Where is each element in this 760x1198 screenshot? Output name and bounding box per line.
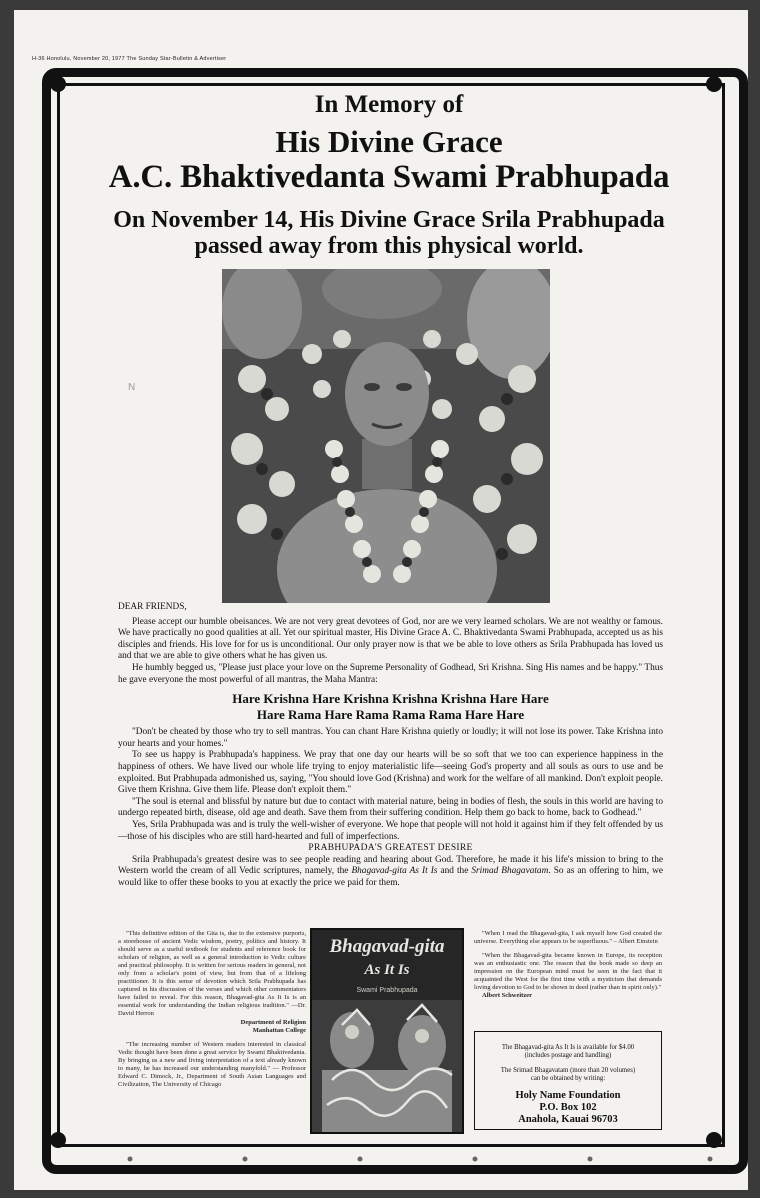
page-dateline: H-36 Honolulu, November 20, 1977 The Sunday Star-Bulletin & Advertiser <box>32 56 227 62</box>
registration-marks <box>20 1152 740 1166</box>
foundation-city: Anahola, Kauai 96703 <box>518 1113 618 1125</box>
headline-name: A.C. Bhaktivedanta Swami Prabhupada <box>108 159 670 195</box>
book-cover-illustration <box>312 930 462 1132</box>
maha-mantra-line1: Hare Krishna Hare Krishna Krishna Krishna Hare Hare <box>232 691 549 707</box>
headline-block <box>64 86 714 259</box>
book-cover-subtitle: As It Is <box>364 962 410 978</box>
review-quote-dimock: "The increasing number of Western readers interested in classical Vedic thought have been done a great service by Swami Bhaktivedanta. By bringing us a new and living interpretation of a text already known to many, he has increased our understanding manyfold." — Professor Edward C. Dimock, Jr., Department of South Asian Languages and Civilization, The University of Chicago <box>118 1041 306 1088</box>
section-subheading: PRABHUPADA'S GREATEST DESIRE <box>308 843 473 854</box>
review-quote-herron: "This definitive edition of the Gita is, due to the extensive purports, a storehouse of ancient Vedic wisdom, poetry, politics and history. It should serve as a useful textbook for students and reference book for scholars of religion, as well as a general introduction to Vedic culture and practical philosophy. It is written for serious readers in general, not only from a scholar's point of view, but from that of a lifelong practitioner. It is this sense of devotion which Srila Prabhupada has captured in his discussion of the verses and which other commentators have failed to reveal. For this reason, Bhagavad-gita As It Is is an essential work for understanding the Indian religious tradition." —Dr. David Herron <box>118 930 306 1017</box>
margin-mark: N <box>128 382 136 393</box>
review-attribution-college: Manhattan College <box>252 1027 306 1034</box>
maha-mantra-line2: Hare Rama Hare Rama Rama Rama Hare Hare <box>256 707 525 723</box>
book-cover-author: Swami Prabhupada <box>356 987 418 994</box>
review-quotes-right <box>474 930 662 1000</box>
foundation-name: Holy Name Foundation <box>515 1089 621 1101</box>
subheadline-line2: passed away from this physical world. <box>194 233 584 259</box>
book-title-gita: Bhagavad-gita As It Is <box>351 866 438 877</box>
letter-paragraph: He humbly begged us, "Please just place your love on the Supreme Personality of Godhead, Sri Krishna. Sing His names and be happy." Thus he gave everyone the most powerful of all mantras, the Maha Mantra: <box>118 662 663 685</box>
book-cover-image <box>310 928 464 1134</box>
review-quotes-left <box>118 930 306 1095</box>
letter-text-run: . So as an offering to him, we would like to offer these books to you at exactly the price we paid for them. <box>118 866 663 888</box>
letter-paragraph: "The soul is eternal and blissful by nature but due to contact with material nature, being in bodies of flesh, the souls in this world are having to undergo repeated birth, disease, old age and death. Save them from their suffering condition. Help them go back to home, back to Godhead." <box>118 796 663 819</box>
order-price-note: (includes postage and handling) <box>524 1052 612 1060</box>
letter-paragraph-final <box>118 855 663 890</box>
letter-paragraph: Yes, Srila Prabhupada was and is truly the well-wisher of everyone. We hope that people will not hold it against him if they felt offended by us—those of his disciples who are still hard-hearted and full of imperfections. <box>118 819 663 842</box>
headline-divine-grace: His Divine Grace <box>275 124 503 159</box>
order-writing-note: can be obtained by writing: <box>530 1075 606 1083</box>
subheadline-line1: On November 14, His Divine Grace Srila Prabhupada <box>113 207 665 233</box>
foundation-po-box: P.O. Box 102 <box>539 1101 597 1113</box>
letter-body <box>118 602 663 889</box>
order-bhagavatam-line: The Srimad Bhagavatam (more than 20 volumes) <box>500 1066 636 1074</box>
letter-text-run: and the <box>437 866 472 877</box>
review-attribution-dept: Department of Religion <box>240 1019 306 1026</box>
review-quote-einstein: "When I read the Bhagavad-gita, I ask myself how God created the universe. Everything else appears to be superfluous." – Albert Einstein <box>474 930 662 945</box>
order-info-box <box>474 1031 662 1130</box>
letter-salutation: DEAR FRIENDS, <box>118 602 187 612</box>
headline-in-memory: In Memory of <box>314 91 464 118</box>
letter-paragraph: To see us happy is Prabhupada's happiness. We pray that one day our hearts will be so soft that we too can experience happiness in the happiness of others. We have lived our whole life trying to enjoy materialistic life—seeing God's property and all souls as ours to use and be exploited. But Prabhupada admonished us, saying, "You should love God (Krishna) and work for the welfare of all mankind. Don't exploit people. Give them Krishna. Give them life. Please don't exploit them." <box>118 750 663 796</box>
letter-paragraph: Please accept our humble obeisances. We are not very great devotees of God, nor are we very learned scholars. We are not wealthy or famous. We have practically no good qualities at all. Yet our spiritual master, His Divine Grace A. C. Bhaktivedanta Swami Prabhupada, accepted us as his disciples and friends. His love for for us is unconditional. Our only prayer now is that we be able to love others as Srila Prabhupada has loved us and that we are able to give others what he has given us. <box>118 616 663 662</box>
book-title-bhagavatam: Srimad Bhagavatam <box>471 866 549 877</box>
review-attribution-schweitzer: Albert Schweitzer <box>482 992 532 999</box>
letter-paragraph: "Don't be cheated by those who try to sell mantras. You can chant Hare Krishna quietly or loudly; it will not lose its power. Take Krishna into your hearts and your homes." <box>118 727 663 749</box>
review-quote-schweitzer: "When the Bhagavad-gita became known in Europe, its reception was an enthusiastic one. The reason that the book made so deep an impression on the European mind must be seen in the fact that it acquainted the West for the first time with a mysticism that demands loving devotion to God to be shown in deed (rather than in spirit only)." <box>474 952 662 991</box>
order-price-line: The Bhagavad-gita As It Is is available for $4.00 <box>501 1044 635 1051</box>
border-corner-ornament <box>706 1132 722 1148</box>
border-corner-ornament <box>50 1132 66 1148</box>
portrait-illustration <box>222 269 550 603</box>
book-cover-title: Bhagavad-gita <box>329 936 445 957</box>
letter-text-run: Srila Prabhupada's greatest desire was to see people reading and hearing about God. Therefore, he made it his life's mission to bring to the Western world the cream of all Vedic scriptures, namely, the <box>118 854 663 877</box>
portrait-photo <box>222 269 550 603</box>
